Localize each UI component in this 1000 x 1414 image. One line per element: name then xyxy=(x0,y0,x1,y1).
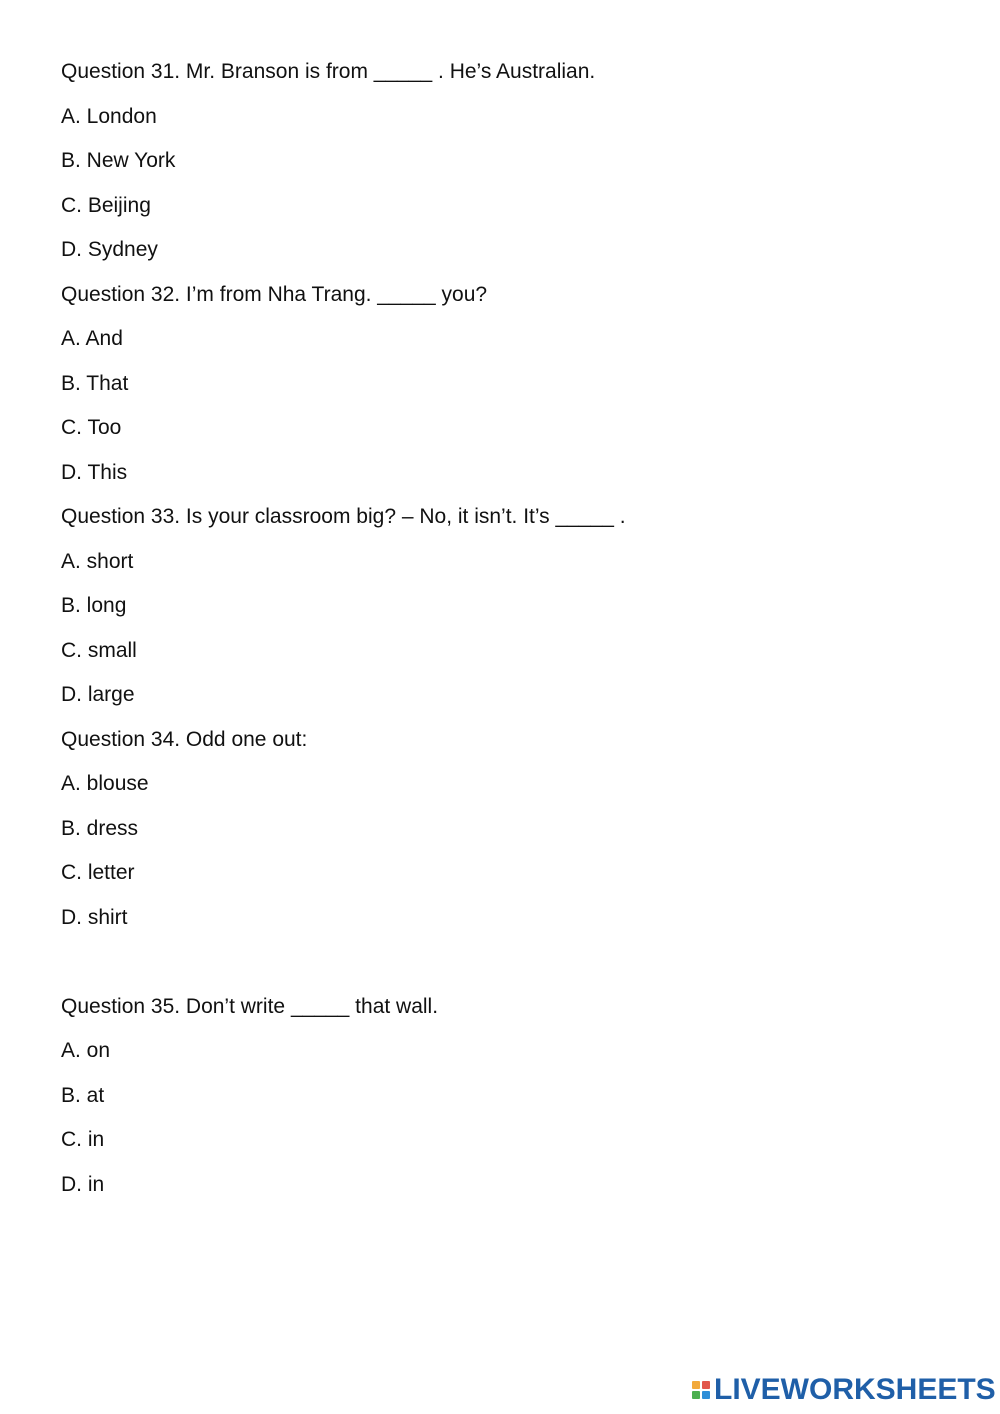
answer-option: D. large xyxy=(61,683,135,706)
answer-option: B. That xyxy=(61,371,129,395)
answer-option: D. shirt xyxy=(61,905,128,929)
answer-option: A. on xyxy=(61,1039,111,1062)
footer-brand xyxy=(692,1374,996,1406)
question-prompt: Question 33. Is your classroom big? – No, it isn’t. It’s _____ . xyxy=(61,505,626,528)
answer-option: B. New York xyxy=(61,149,176,172)
question-prompt: Question 31. Mr. Branson is from _____ . He’s Australian. xyxy=(61,60,596,83)
answer-option: D. in xyxy=(61,1172,105,1196)
answer-option: C. Too xyxy=(61,416,122,439)
question-prompt: Question 35. Don’t write _____ that wall. xyxy=(61,994,439,1018)
question-prompt: Question 32. I’m from Nha Trang. _____ you? xyxy=(61,282,488,306)
answer-option: C. Beijing xyxy=(61,193,151,217)
logo-square-3 xyxy=(692,1391,700,1399)
answer-option: D. Sydney xyxy=(61,238,158,261)
logo-square-1 xyxy=(692,1381,700,1389)
answer-option: A. London xyxy=(61,104,157,128)
question-prompt: Question 34. Odd one out: xyxy=(61,727,308,751)
answer-option: C. letter xyxy=(61,861,135,884)
answer-option: A. blouse xyxy=(61,772,149,795)
answer-option: B. at xyxy=(61,1083,105,1107)
answer-option: B. long xyxy=(61,594,127,617)
worksheet xyxy=(61,58,961,1215)
answer-option: D. This xyxy=(61,460,128,484)
logo-square-4 xyxy=(702,1391,710,1399)
answer-option: C. in xyxy=(61,1128,105,1151)
answer-option: A. And xyxy=(61,327,123,350)
answer-option: A. short xyxy=(61,549,134,573)
answer-option: C. small xyxy=(61,638,137,662)
spacer xyxy=(61,948,961,993)
logo-square-2 xyxy=(702,1381,710,1389)
brand-text: LIVEWORKSHEETS xyxy=(714,1373,996,1406)
liveworksheets-logo-icon xyxy=(692,1381,710,1399)
answer-option: B. dress xyxy=(61,816,139,840)
